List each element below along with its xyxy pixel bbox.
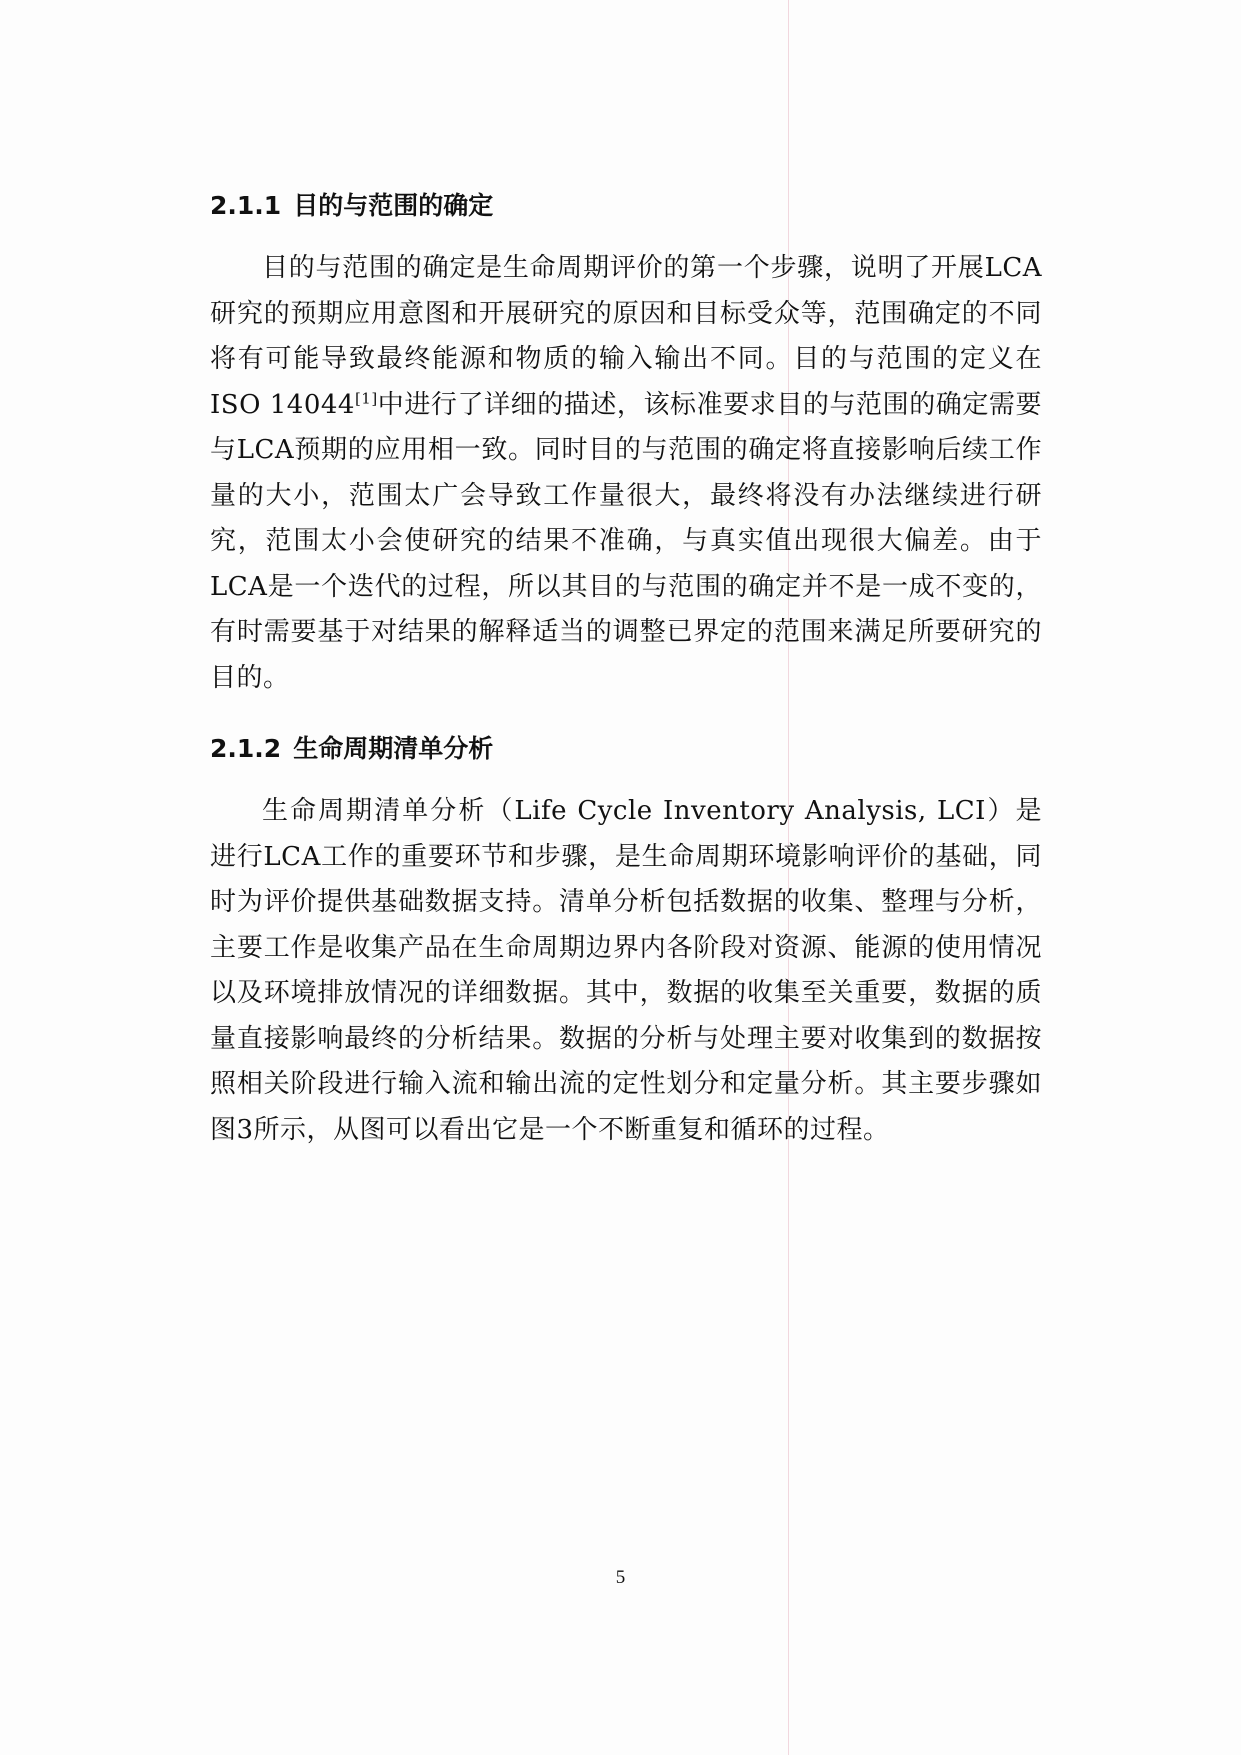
section-2-1-1-paragraph xyxy=(210,246,1042,701)
page-content xyxy=(210,176,1042,1171)
section-2-1-2-paragraph: 生命周期清单分析（Life Cycle Inventory Analysis, LCI）是进行LCA工作的重要环节和步骤，是生命周期环境影响评价的基础，同时为评价提供基础数据支持。清单分析包括数据的收集、整理与分析，主要工作是收集产品在生命周期边界内各阶段对资源、能源的使用情况以及环境排放情况的详细数据。其中，数据的收集至关重要，数据的质量直接影响最终的分析结果。数据的分析与处理主要对收集到的数据按照相关阶段进行输入流和输出流的定性划分和定量分析。其主要步骤如图3所示，从图可以看出它是一个不断重复和循环的过程。 xyxy=(210,796,1042,1145)
section-title: 目的与范围的确定 xyxy=(293,191,494,220)
page-number: 5 xyxy=(615,1567,626,1588)
section-number: 2.1.1 xyxy=(210,191,282,220)
section-heading-2-1-1 xyxy=(210,176,1042,236)
paragraph-text: 目的与范围的确定是生命周期评价的第一个步骤，说明了开展LCA研究的预期应用意图和开展研究的原因和目标受众等，范围确定的不同将有可能导致最终能源和物质的输入输出不同。目的与范围的定义在ISO 14044 xyxy=(210,253,1042,420)
section-number: 2.1.2 xyxy=(210,734,282,763)
citation-reference: [1] xyxy=(354,388,378,407)
paragraph-text-continued: 中进行了详细的描述，该标准要求目的与范围的确定需要与LCA预期的应用相一致。同时目的与范围的确定将直接影响后续工作量的大小，范围太广会导致工作量很大，最终将没有办法继续进行研究，范围太小会使研究的结果不准确，与真实值出现很大偏差。由于LCA是一个迭代的过程，所以其目的与范围的确定并不是一成不变的，有时需要基于对结果的解释适当的调整已界定的范围来满足所要研究的目的。 xyxy=(210,389,1042,693)
section-heading-2-1-2 xyxy=(210,719,1042,779)
section-title: 生命周期清单分析 xyxy=(293,734,494,763)
